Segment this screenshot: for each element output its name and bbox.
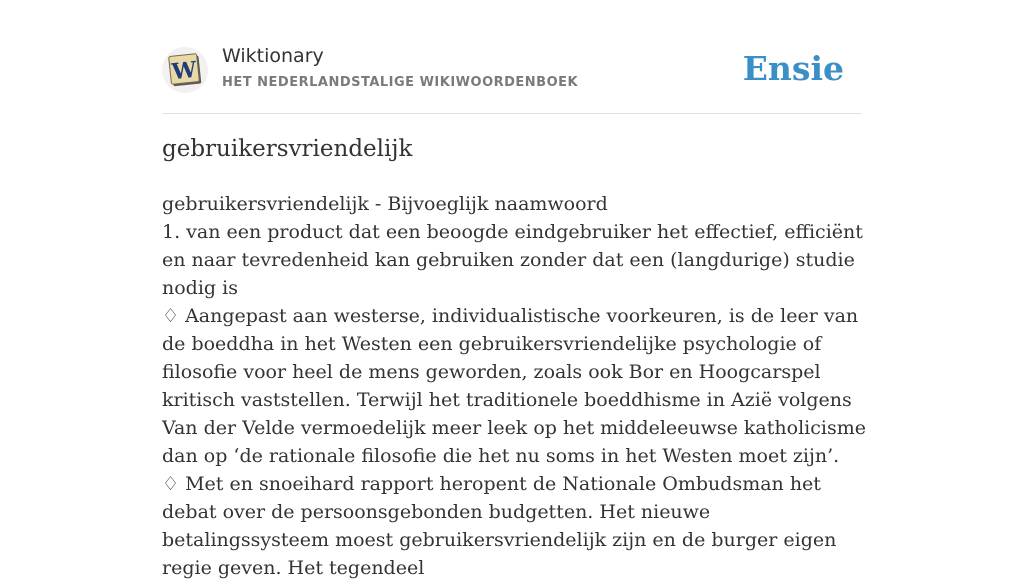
definition-text: 1. van een product dat een beoogde eindgebruiker het effectief, efficiënt en naar tevredenheid kan gebruiken zonder dat een (langdurige) studie nodig is bbox=[162, 221, 863, 299]
site-tagline: HET NEDERLANDSTALIGE WIKIWOORDENBOEK bbox=[222, 75, 579, 90]
ensie-brand-logo[interactable]: Ensie bbox=[742, 49, 844, 88]
logo-letter: W bbox=[170, 56, 198, 86]
example-sentence: ♢ Met en snoeihard rapport heropent de Nationale Ombudsman het debat over de persoonsgebonden budgetten. Het nieuwe betalingssysteem moest gebruikersvriendelijk zijn en de burger eigen regie geven. Het tegendeel bbox=[162, 473, 837, 579]
example-sentence: ♢ Aangepast aan westerse, individualistische voorkeuren, is de leer van de boeddha in het Westen een gebruikersvriendelijke psychologie of filosofie voor heel de mens geworden, zoals ook Bor en Hoogcarspel kritisch vaststellen. Terwijl het traditionele boeddhisme in Azië volgens Van der Velde vermoedelijk meer leek op het middeleeuwse katholicisme dan op ‘de rationale filosofie die het nu soms in het Westen moet zijn’. bbox=[162, 305, 866, 467]
page-title: gebruikersvriendelijk bbox=[162, 136, 413, 162]
site-header bbox=[162, 44, 862, 96]
site-name[interactable]: Wiktionary bbox=[222, 45, 324, 67]
wiktionary-logo-icon[interactable] bbox=[162, 47, 208, 93]
logo-tile-graphic bbox=[162, 47, 208, 93]
header-divider bbox=[162, 113, 862, 114]
entry-content bbox=[162, 190, 866, 582]
entry-heading-line: gebruikersvriendelijk - Bijvoeglijk naamwoord bbox=[162, 193, 608, 215]
